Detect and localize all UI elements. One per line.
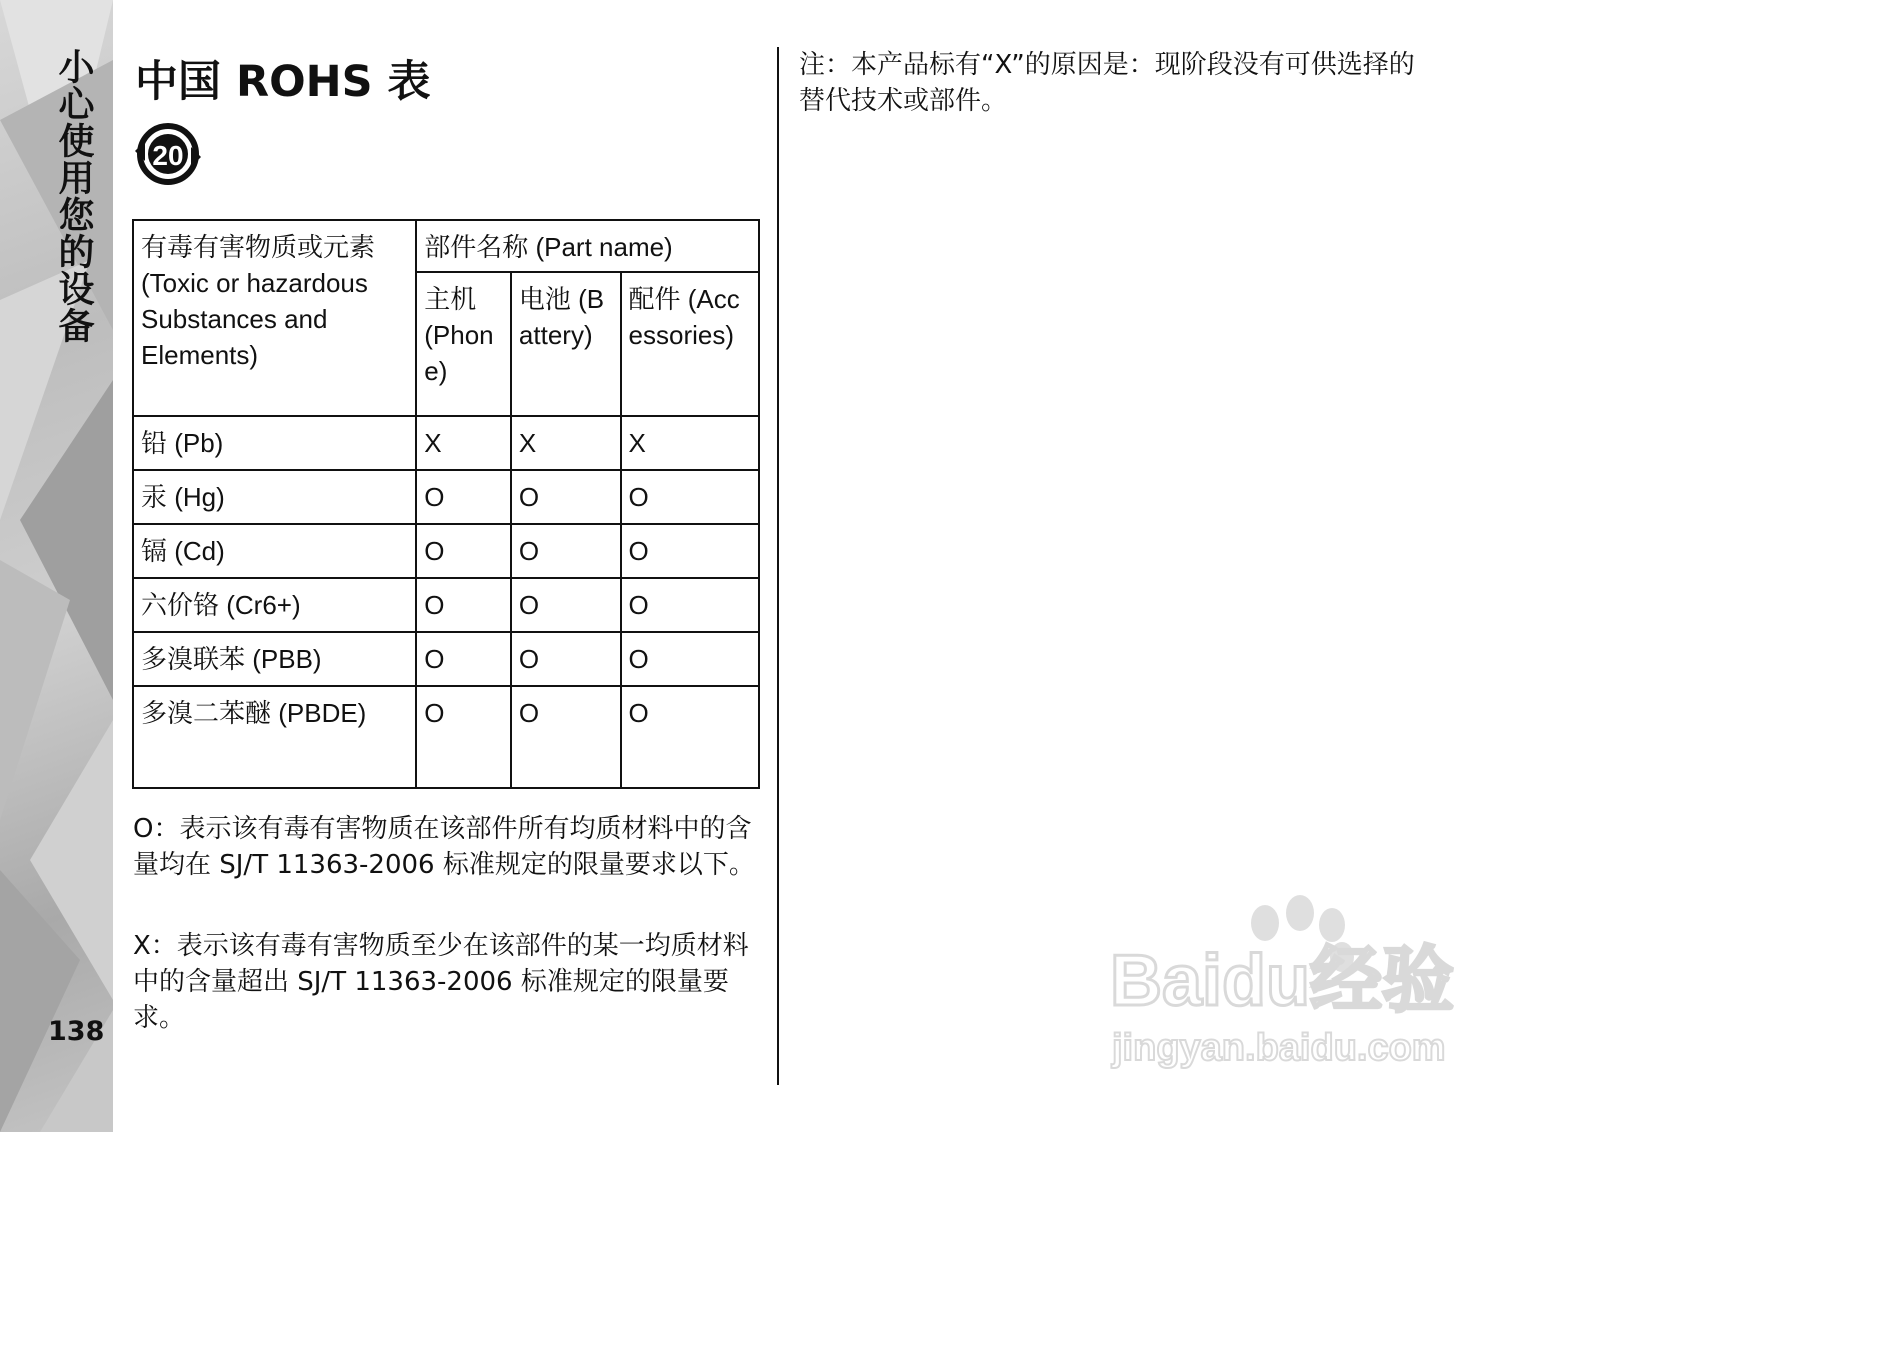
battery-cell: O (511, 686, 621, 788)
battery-cell: O (511, 524, 621, 578)
page-number: 138 (48, 1016, 105, 1047)
phone-cell: O (416, 470, 511, 524)
phone-cell: O (416, 524, 511, 578)
note-o-meaning: O：表示该有毒有害物质在该部件所有均质材料中的含量均在 SJ/T 11363-2006 标准规定的限量要求以下。 (133, 814, 755, 880)
table-row (133, 578, 759, 632)
accessories-cell: O (621, 524, 759, 578)
battery-cell: O (511, 632, 621, 686)
environment-protection-use-period-icon (133, 121, 205, 187)
logo-number: 20 (152, 140, 184, 171)
accessories-cell: X (621, 416, 759, 470)
table-row (133, 686, 759, 788)
substance-cell: 多溴二苯醚 (PBDE) (133, 686, 416, 788)
battery-cell: O (511, 470, 621, 524)
phone-cell: O (416, 632, 511, 686)
table-row (133, 524, 759, 578)
baidu-jingyan-watermark (1110, 895, 1480, 1075)
phone-cell: O (416, 578, 511, 632)
battery-cell: O (511, 578, 621, 632)
part-header-phone: 主机 (Phone) (416, 272, 511, 416)
substance-cell: 汞 (Hg) (133, 470, 416, 524)
column-divider (777, 47, 779, 1085)
sidebar (0, 0, 113, 1132)
accessories-cell: O (621, 470, 759, 524)
substance-header: 有毒有害物质或元素 (Toxic or hazardous Substances and Elements) (133, 220, 416, 416)
table-row (133, 632, 759, 686)
part-header-battery: 电池 (Battery) (511, 272, 621, 416)
part-header-accessories: 配件 (Accessories) (621, 272, 759, 416)
substance-cell: 铅 (Pb) (133, 416, 416, 470)
rohs-table (132, 219, 760, 789)
substance-cell: 镉 (Cd) (133, 524, 416, 578)
battery-cell: X (511, 416, 621, 470)
note-x-reason: 注：本产品标有“X”的原因是：现阶段没有可供选择的替代技术或部件。 (799, 50, 1415, 116)
page-title: 中国 ROHS 表 (135, 57, 431, 107)
note-x-meaning: X：表示该有毒有害物质至少在该部件的某一均质材料中的含量超出 SJ/T 11363-2006 标准规定的限量要求。 (133, 931, 749, 1033)
table-row (133, 470, 759, 524)
section-title: 小心使用您的设备 (53, 48, 94, 344)
phone-cell: O (416, 686, 511, 788)
accessories-cell: O (621, 686, 759, 788)
accessories-cell: O (621, 632, 759, 686)
substance-cell: 六价铬 (Cr6+) (133, 578, 416, 632)
watermark-brand: Baidu经验 (1110, 941, 1455, 1021)
part-name-header: 部件名称 (Part name) (416, 220, 759, 272)
table-row (133, 416, 759, 470)
accessories-cell: O (621, 578, 759, 632)
substance-cell: 多溴联苯 (PBB) (133, 632, 416, 686)
phone-cell: X (416, 416, 511, 470)
watermark-url: jingyan.baidu.com (1112, 1027, 1446, 1069)
